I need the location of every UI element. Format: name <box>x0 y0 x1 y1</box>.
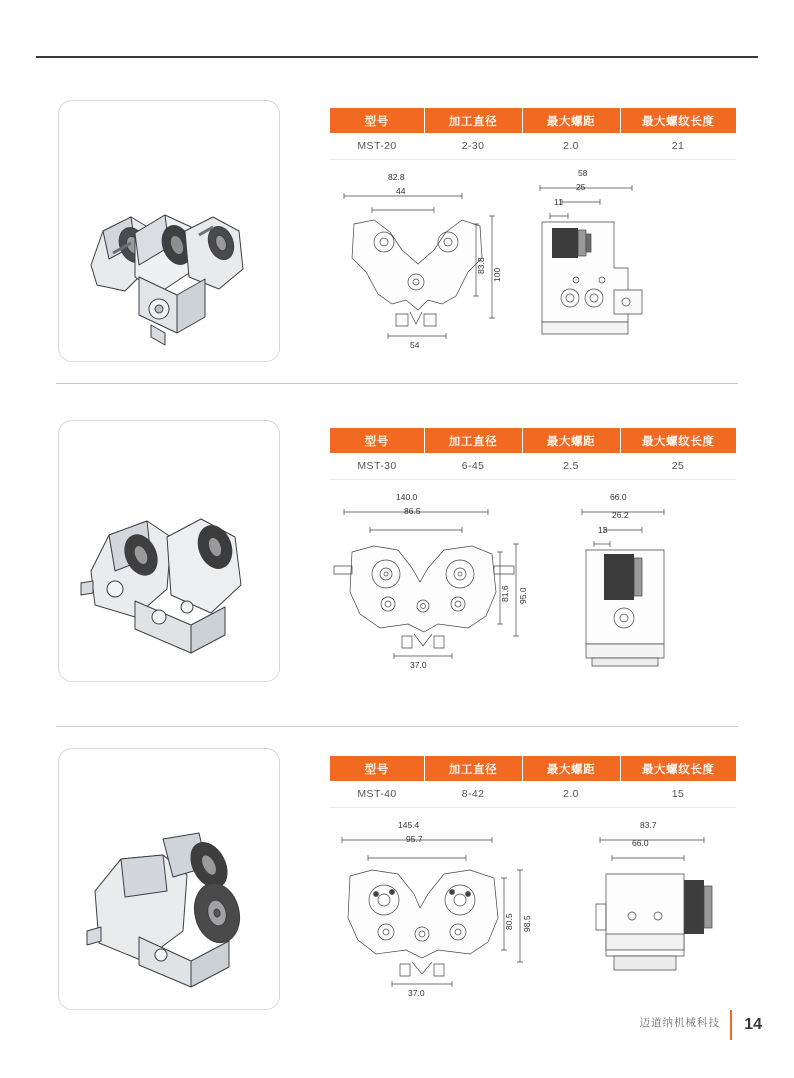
page-number: 14 <box>744 1016 762 1033</box>
dim-95-0: 95.0 <box>518 587 528 604</box>
photo-card-2 <box>58 420 280 682</box>
cell-length: 25 <box>620 453 736 479</box>
dim-140-0: 140.0 <box>396 492 418 502</box>
drawing-front-2 <box>328 492 538 682</box>
photo-card-1 <box>58 100 280 362</box>
cell-model: MST-40 <box>330 781 424 807</box>
header-length: 最大螺纹长度 <box>620 756 736 781</box>
top-rule <box>36 56 758 58</box>
cell-diameter: 6-45 <box>424 453 522 479</box>
dim-26-2: 26.2 <box>612 510 629 520</box>
drawing-side-2 <box>570 492 720 682</box>
cell-length: 21 <box>620 133 736 159</box>
header-model: 型号 <box>330 428 424 453</box>
cell-diameter: 8-42 <box>424 781 522 807</box>
photo-card-3 <box>58 748 280 1010</box>
dim-80-5: 80.5 <box>504 913 514 930</box>
table-header-row <box>330 108 736 133</box>
dim-100: 100 <box>492 267 502 282</box>
product-photo-mst-20 <box>73 173 269 353</box>
dim-37-0: 37.0 <box>410 660 427 670</box>
table-row <box>330 133 736 159</box>
dim-83-8: 83.8 <box>476 257 486 274</box>
dim-66-0b: 66.0 <box>632 838 649 848</box>
cell-model: MST-20 <box>330 133 424 159</box>
section-divider-2 <box>56 726 738 727</box>
spec-table-2 <box>330 428 736 480</box>
dim-98-5: 98.5 <box>522 915 532 932</box>
dim-83-7: 83.7 <box>640 820 657 830</box>
product-photo-mst-40 <box>77 819 267 1001</box>
dim-95-7: 95.7 <box>406 834 423 844</box>
dim-86-5: 86.5 <box>404 506 421 516</box>
header-length: 最大螺纹长度 <box>620 428 736 453</box>
dim-81-6: 81.6 <box>500 585 510 602</box>
section-divider-1 <box>56 383 738 384</box>
cell-pitch: 2.5 <box>522 453 620 479</box>
table-row <box>330 781 736 807</box>
dim-58: 58 <box>578 168 588 178</box>
cell-pitch: 2.0 <box>522 781 620 807</box>
footer-accent-bar <box>730 1010 732 1040</box>
cell-pitch: 2.0 <box>522 133 620 159</box>
dim-44: 44 <box>396 186 406 196</box>
header-pitch: 最大螺距 <box>522 756 620 781</box>
dim-145-4: 145.4 <box>398 820 420 830</box>
header-model: 型号 <box>330 756 424 781</box>
header-model: 型号 <box>330 108 424 133</box>
header-diameter: 加工直径 <box>424 108 522 133</box>
cell-model: MST-30 <box>330 453 424 479</box>
header-pitch: 最大螺距 <box>522 428 620 453</box>
cell-length: 15 <box>620 781 736 807</box>
drawing-front-1 <box>330 172 510 362</box>
table-header-row <box>330 756 736 781</box>
footer-company: 迈道纳机械科技 <box>639 1017 720 1029</box>
table-header-row <box>330 428 736 453</box>
dim-37-0b: 37.0 <box>408 988 425 998</box>
drawing-front-3 <box>328 820 538 1010</box>
dim-11: 11 <box>554 197 563 207</box>
drawing-side-1 <box>528 168 678 362</box>
dim-13: 13 <box>598 525 608 535</box>
product-photo-mst-30 <box>75 485 269 671</box>
header-length: 最大螺纹长度 <box>620 108 736 133</box>
header-diameter: 加工直径 <box>424 428 522 453</box>
header-pitch: 最大螺距 <box>522 108 620 133</box>
spec-table-1 <box>330 108 736 160</box>
dim-25: 25 <box>576 182 586 192</box>
cell-diameter: 2-30 <box>424 133 522 159</box>
dim-54: 54 <box>410 340 420 350</box>
table-row <box>330 453 736 479</box>
spec-table-3 <box>330 756 736 808</box>
dim-66-0: 66.0 <box>610 492 627 502</box>
dim-82-8: 82.8 <box>388 172 405 182</box>
drawing-side-3 <box>588 820 738 1010</box>
header-diameter: 加工直径 <box>424 756 522 781</box>
